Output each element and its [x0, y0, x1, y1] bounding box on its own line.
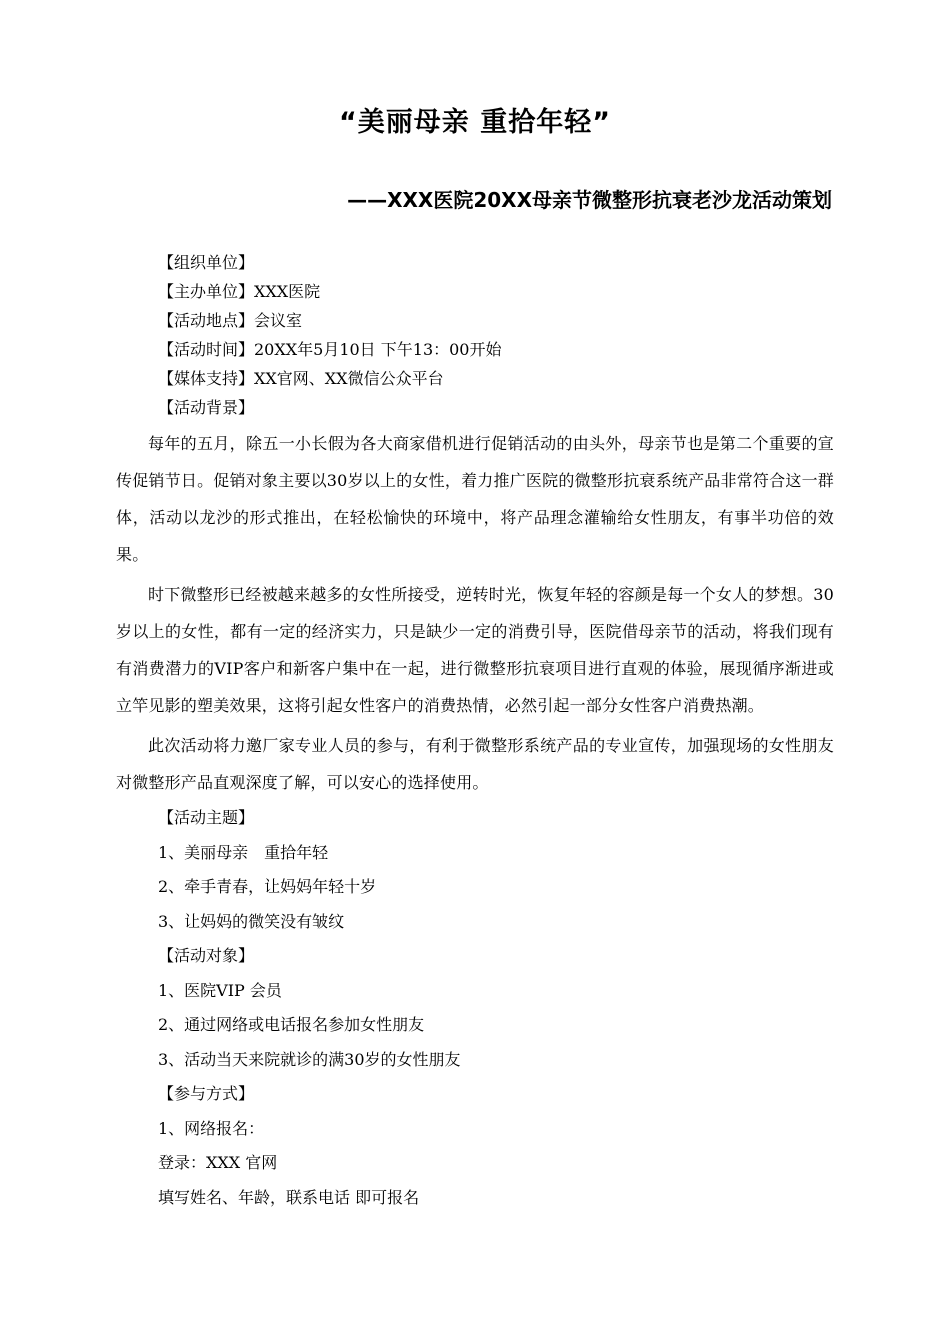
participation-item: 1、网络报名：	[158, 1118, 265, 1138]
theme-item: 2、牵手青春，让妈妈年轻十岁	[158, 877, 377, 896]
participation-heading: 【参与方式】	[158, 1084, 255, 1103]
audience-heading: 【活动对象】	[158, 946, 255, 965]
document-title: “美丽母亲 重拾年轻”	[339, 107, 611, 138]
info-host: 【主办单位】XXX医院	[158, 282, 321, 301]
info-location: 【活动地点】会议室	[158, 311, 303, 330]
background-paragraph: 每年的五月，除五一小长假为各大商家借机进行促销活动的由头外，母亲节也是第二个重要的宣传促销节日。促销对象主要以30岁以上的女性，着力推广医院的微整形抗衰系统产品非常符合这一群体，活动以龙沙的形式推出，在轻松愉快的环境中，将产品理念灌输给女性朋友，有事半功倍的效果。	[116, 434, 834, 564]
info-media: 【媒体支持】XX官网、XX微信公众平台	[158, 369, 444, 388]
background-heading: 【活动背景】	[158, 398, 255, 417]
participation-item: 登录：XXX 官网	[158, 1153, 278, 1172]
theme-item: 3、让妈妈的微笑没有皱纹	[158, 911, 345, 931]
audience-item: 2、通过网络或电话报名参加女性朋友	[158, 1015, 425, 1034]
info-time: 【活动时间】20XX年5月10日 下午13：00开始	[158, 340, 502, 359]
audience-item: 1、医院VIP 会员	[158, 980, 282, 1000]
participation-item: 填写姓名、年龄，联系电话 即可报名	[158, 1187, 420, 1207]
background-paragraph: 此次活动将力邀厂家专业人员的参与，有利于微整形系统产品的专业宣传，加强现场的女性朋友对微整形产品直观深度了解，可以安心的选择使用。	[116, 736, 834, 792]
info-organizer-heading: 【组织单位】	[158, 253, 255, 272]
document-subtitle: ——XXX医院20XX母亲节微整形抗衰老沙龙活动策划	[347, 188, 832, 212]
document-body	[116, 248, 834, 1215]
theme-item: 1、美丽母亲 重拾年轻	[158, 842, 329, 862]
audience-item: 3、活动当天来院就诊的满30岁的女性朋友	[158, 1049, 461, 1069]
theme-heading: 【活动主题】	[158, 808, 255, 827]
background-paragraph: 时下微整形已经被越来越多的女性所接受，逆转时光，恢复年轻的容颜是每一个女人的梦想。30岁以上的女性，都有一定的经济实力，只是缺少一定的消费引导，医院借母亲节的活动，将我们现有有消费潜力的VIP客户和新客户集中在一起，进行微整形抗衰项目进行直观的体验，展现循序渐进或立竿见影的塑美效果，这将引起女性客户的消费热情，必然引起一部分女性客户消费热潮。	[116, 585, 834, 715]
